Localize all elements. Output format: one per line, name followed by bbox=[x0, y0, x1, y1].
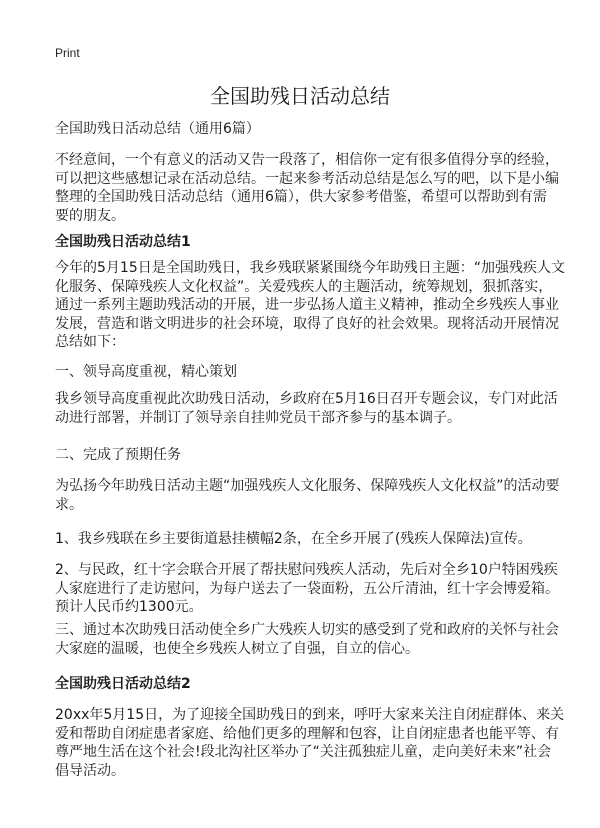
paragraph: 三、通过本次助残日活动使全乡广大残疾人切实的感受到了党和政府的关怀与社会 大家庭的温暖，也使全乡残疾人树立了自强，自立的信心。 bbox=[55, 622, 559, 657]
subsection-heading: 二、完成了预期任务 bbox=[55, 447, 181, 463]
document-title: 全国助残日活动总结 bbox=[210, 84, 390, 108]
paragraph: 1、我乡残联在乡主要街道悬挂横幅2条，在全乡开展了(残疾人保障法)宣传。 bbox=[55, 531, 532, 547]
section-heading-1: 全国助残日活动总结1 bbox=[55, 234, 191, 250]
paragraph: 为弘扬今年助残日活动主题“加强残疾人文化服务、保障残疾人文化权益”的活动要 求。 bbox=[55, 478, 560, 513]
intro-paragraph: 不经意间，一个有意义的活动又告一段落了，相信你一定有很多值得分享的经验， 可以把这些感想记录在活动总结。一起来参考活动总结是怎么写的吧，以下是小编 整理的全国助残日活动总结（通用6篇），供大家参考借鉴，希望可以帮助到有需 要的朋友。 bbox=[55, 152, 559, 224]
paragraph: 今年的5月15日是全国助残日，我乡残联紧紧围绕今年助残日主题：“加强残疾人文 化服务、保障残疾人文化权益”。关爱残疾人的主题活动，统筹规划，狠抓落实， 通过一系列主题助残活动的开展，进一步弘扬人道主义精神，推动全乡残疾人事业 发展，营造和谐文明进步的社会环境，取得了良好的社会效果。现将活动开展情况 总结如下： bbox=[55, 260, 565, 350]
paragraph: 20xx年5月15日，为了迎接全国助残日的到来，呼吁大家来关注自闭症群体、来关 爱和帮助自闭症患者家庭、给他们更多的理解和包容，让自闭症患者也能平等、有 尊严地生活在这个社会!段北沟社区举办了“关注孤独症儿童，走向美好未来”社会 倡导活动。 bbox=[55, 707, 565, 779]
print-link[interactable]: Print bbox=[55, 46, 80, 60]
paragraph: 2、与民政，红十字会联合开展了帮扶慰问残疾人活动，先后对全乡10户特困残疾 人家庭进行了走访慰问，为每户送去了一袋面粉，五公斤清油，红十字会博爱箱。 预计人民币约1300元。 bbox=[55, 562, 559, 615]
subsection-heading: 一、领导高度重视，精心策划 bbox=[55, 364, 237, 380]
section-heading-2: 全国助残日活动总结2 bbox=[55, 676, 191, 692]
paragraph: 我乡领导高度重视此次助残日活动，乡政府在5月16日召开专题会议，专门对此活 动进行部署，并制订了领导亲自挂帅党员干部齐参与的基本调子。 bbox=[55, 391, 558, 426]
subtitle: 全国助残日活动总结（通用6篇） bbox=[55, 121, 260, 137]
